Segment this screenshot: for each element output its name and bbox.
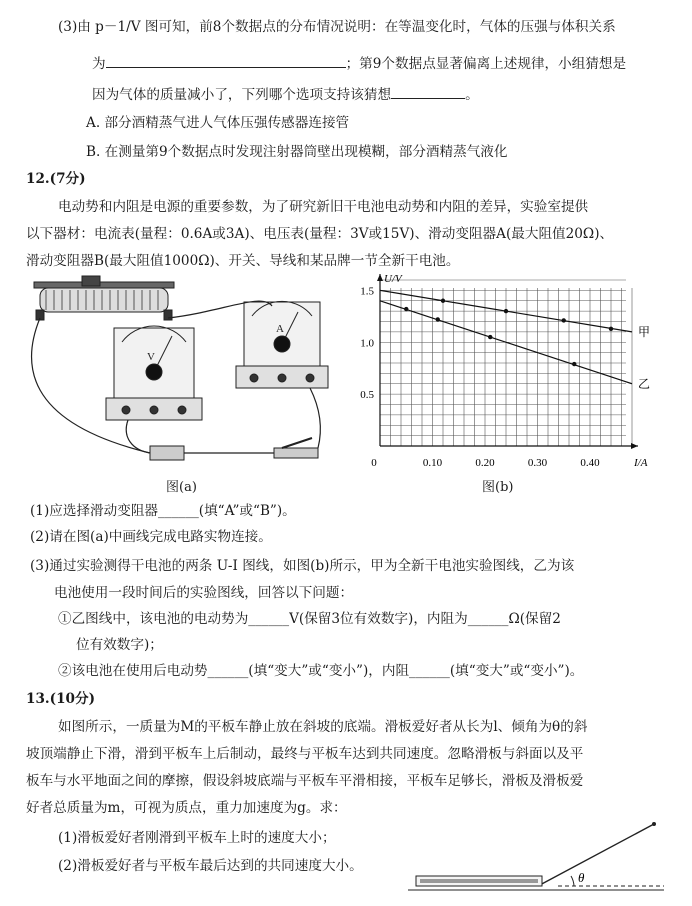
series-label: 乙	[638, 376, 650, 391]
skater-start-point	[652, 822, 656, 826]
chart-grid	[380, 280, 632, 446]
q12-q3-sub1-line2: 位有效数字)；	[76, 637, 163, 653]
x-axis-arrow	[631, 443, 638, 449]
series-label: 甲	[638, 324, 650, 339]
x-tick-label: 0.30	[527, 457, 548, 469]
x-tick-label: 0.20	[475, 457, 495, 469]
chart-labels	[360, 273, 650, 469]
data-point	[488, 335, 492, 339]
q13-line3: 板车与水平地面之间的摩擦，假设斜坡底端与平板车平滑相接，平板车足够长，滑板及滑板爱	[26, 773, 584, 789]
fig-a-caption: 图(a)	[166, 480, 197, 495]
y-axis-arrow	[377, 274, 383, 281]
q12-q3-sub1-line1: ①乙图线中，该电池的电动势为______V(保留3位有效数字)，内阻为______Ω(保留2	[58, 611, 561, 627]
q12-q3-sub2: ②该电池在使用后电动势______(填“变大”或“变小”)，内阻______(填“变大”或“变小”)。	[58, 663, 584, 679]
ammeter	[236, 301, 328, 388]
chart-axes	[377, 274, 638, 449]
answer-blank[interactable]	[391, 86, 465, 99]
q11-part3-line3	[92, 86, 479, 104]
cart-deck	[420, 879, 538, 883]
origin-label: 0	[371, 457, 377, 469]
q12-intro-line3: 滑动变阻器B(最大阻值1000Ω)、开关、导线和某品牌一节全新干电池。	[26, 253, 460, 269]
q11-part3-line3-a: 因为气体的质量减小了，下列哪个选项支持该猜想	[92, 87, 392, 103]
q11-option-b: B. 在测量第9个数据点时发现注射器筒壁出现模糊，部分酒精蒸气液化	[86, 144, 508, 160]
ammeter-symbol: A	[276, 323, 284, 335]
q12-q3-line1: (3)通过实验测得干电池的两条 U-I 图线，如图(b)所示，甲为全新干电池实验图线，乙为该	[30, 558, 575, 574]
data-point	[436, 317, 440, 321]
q13-line4: 好者总质量为m，可视为质点，重力加速度为g。求：	[26, 800, 347, 816]
data-point	[504, 309, 508, 313]
y-axis-label: U/V	[384, 273, 402, 285]
data-point	[404, 307, 408, 311]
q13-q2: (2)滑板爱好者与平板车最后达到的共同速度大小。	[58, 858, 363, 874]
q13-line1: 如图所示，一质量为M的平板车静止放在斜坡的底端。滑板爱好者从长为l、倾角为θ的斜	[58, 719, 588, 735]
data-point	[609, 327, 613, 331]
q11-part3-line2-a: 为	[92, 56, 106, 72]
data-point	[441, 299, 445, 303]
angle-arc	[571, 876, 574, 886]
voltmeter	[106, 326, 202, 420]
q13-q1: (1)滑板爱好者刚滑到平板车上时的速度大小；	[58, 830, 336, 846]
battery	[150, 446, 184, 460]
fig-b-caption: 图(b)	[482, 480, 514, 495]
q11-part3-line1: (3)由 p－1/V 图可知，前8个数据点的分布情况说明：在等温变化时，气体的压强与体积关系	[58, 19, 616, 35]
q11-part3-line2-b: ；第9个数据点显著偏离上述规律，小组猜想是	[345, 56, 627, 72]
y-tick-label: 1.5	[360, 285, 374, 298]
incline-slope	[538, 824, 654, 886]
incline-cart-figure	[408, 810, 670, 900]
rheostat	[34, 276, 174, 320]
y-tick-label: 1.0	[360, 337, 374, 350]
data-point	[572, 362, 576, 366]
q11-part3-line2	[92, 55, 626, 73]
q12-q1: (1)应选择滑动变阻器______(填“A”或“B”)。	[30, 503, 296, 519]
q13-heading: 13.(10分)	[26, 691, 96, 707]
q12-heading: 12.(7分)	[26, 171, 86, 187]
angle-label: θ	[578, 870, 585, 885]
switch	[274, 438, 318, 458]
q11-part3-line3-b: 。	[465, 87, 479, 103]
x-tick-label: 0.40	[580, 457, 600, 469]
voltmeter-symbol: V	[147, 351, 155, 363]
x-tick-label: 0.10	[422, 457, 443, 469]
y-tick-label: 0.5	[360, 389, 374, 402]
q12-intro-line2: 以下器材：电流表(量程：0.6A或3A)、电压表(量程：3V或15V)、滑动变阻器A(最大阻值20Ω)、	[26, 226, 614, 242]
ui-chart	[350, 270, 650, 476]
x-axis-label: I/A	[634, 457, 648, 469]
q11-option-a: A. 部分酒精蒸气进人气体压强传感器连接管	[86, 115, 350, 131]
answer-blank[interactable]	[106, 55, 346, 68]
data-point	[562, 318, 566, 322]
q12-q2: (2)请在图(a)中画线完成电路实物连接。	[30, 529, 272, 545]
q12-intro-line1: 电动势和内阻是电源的重要参数，为了研究新旧干电池电动势和内阻的差异，实验室提供	[58, 199, 589, 215]
q13-line2: 坡顶端静止下滑，滑到平板车上后制动，最终与平板车达到共同速度。忽略滑板与斜面以及平	[26, 746, 584, 762]
circuit-figure-a	[22, 272, 342, 472]
q12-q3-line2: 电池使用一段时间后的实验图线，回答以下问题：	[54, 585, 354, 601]
